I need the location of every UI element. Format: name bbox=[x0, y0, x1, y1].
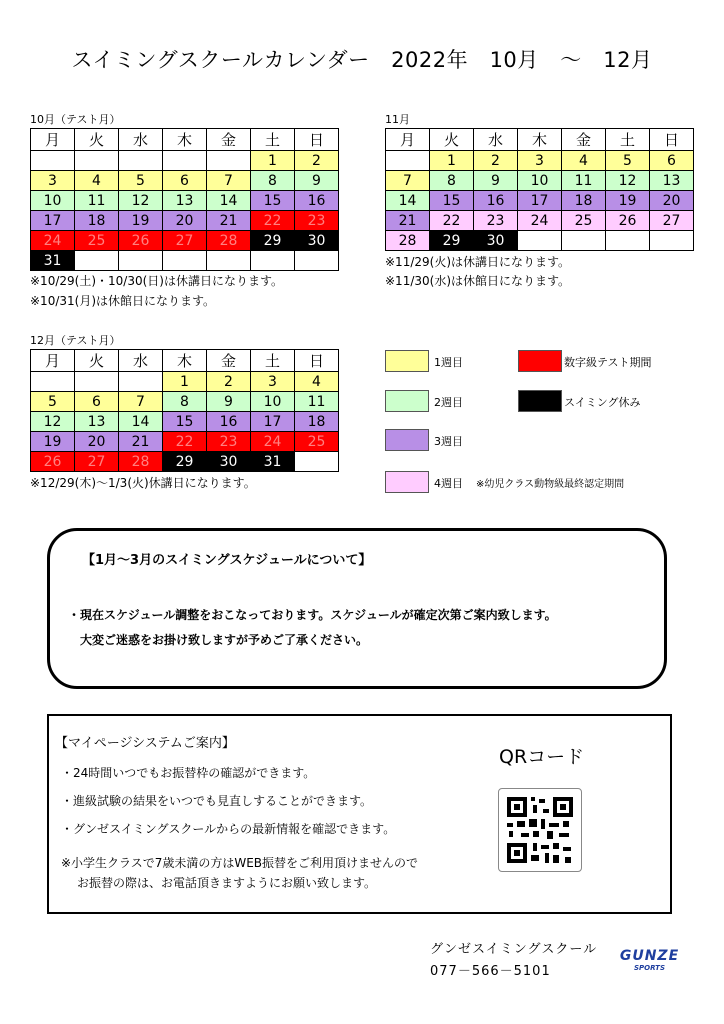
calendar-day: 22 bbox=[251, 211, 295, 231]
calendar-day: 20 bbox=[163, 211, 207, 231]
calendar-week-row bbox=[386, 211, 694, 231]
calendar-day: 28 bbox=[386, 231, 430, 251]
weekday-header: 金 bbox=[562, 129, 606, 151]
calendar-day: 26 bbox=[31, 452, 75, 472]
calendar-day: 4 bbox=[75, 171, 119, 191]
calendar-empty-cell bbox=[119, 372, 163, 392]
calendar-day: 13 bbox=[650, 171, 694, 191]
calendar-day: 23 bbox=[474, 211, 518, 231]
weekday-header: 金 bbox=[207, 350, 251, 372]
calendar-day: 8 bbox=[163, 392, 207, 412]
calendar-day: 8 bbox=[430, 171, 474, 191]
calendar-day: 13 bbox=[75, 412, 119, 432]
weekday-header-row bbox=[386, 129, 694, 151]
calendar-day: 12 bbox=[606, 171, 650, 191]
calendar-day: 23 bbox=[295, 211, 339, 231]
calendar-day: 27 bbox=[650, 211, 694, 231]
calendar-day: 22 bbox=[430, 211, 474, 231]
october-note-2: ※10/31(月)は休館日になります。 bbox=[30, 294, 216, 308]
calendar-day: 14 bbox=[386, 191, 430, 211]
calendar-day: 2 bbox=[474, 151, 518, 171]
calendar-day: 10 bbox=[31, 191, 75, 211]
legend-week3-label: 3週目 bbox=[434, 435, 463, 448]
calendar-empty-cell bbox=[163, 251, 207, 271]
calendar-day: 2 bbox=[207, 372, 251, 392]
weekday-header: 火 bbox=[75, 350, 119, 372]
page-title: スイミングスクールカレンダー 2022年 10月 ～ 12月 bbox=[71, 48, 653, 72]
calendar-day: 10 bbox=[251, 392, 295, 412]
weekday-header: 土 bbox=[251, 350, 295, 372]
calendar-day: 1 bbox=[163, 372, 207, 392]
weekday-header: 月 bbox=[31, 129, 75, 151]
calendar-empty-cell bbox=[207, 151, 251, 171]
calendar-day: 9 bbox=[295, 171, 339, 191]
weekday-header: 木 bbox=[163, 129, 207, 151]
weekday-header: 日 bbox=[295, 350, 339, 372]
mypage-item-2: ・進級試験の結果をいつでも見直しすることができます。 bbox=[61, 794, 373, 808]
calendar-day: 3 bbox=[251, 372, 295, 392]
calendar-day: 28 bbox=[119, 452, 163, 472]
calendar-week-row bbox=[31, 392, 339, 412]
footer-school-name: グンゼスイミングスクール bbox=[430, 942, 598, 957]
calendar-day: 27 bbox=[163, 231, 207, 251]
calendar-empty-cell bbox=[606, 231, 650, 251]
weekday-header: 木 bbox=[163, 350, 207, 372]
calendar-day: 28 bbox=[207, 231, 251, 251]
legend-week4-note: ※幼児クラス動物級最終認定期間 bbox=[476, 479, 625, 490]
calendar-day: 7 bbox=[386, 171, 430, 191]
mypage-note-1: ※小学生クラスで7歳未満の方はWEB振替をご利用頂けませんので bbox=[61, 856, 419, 870]
calendar-day: 15 bbox=[163, 412, 207, 432]
calendar-day: 5 bbox=[31, 392, 75, 412]
calendar-day: 19 bbox=[31, 432, 75, 452]
calendar-day: 18 bbox=[75, 211, 119, 231]
calendar-day: 16 bbox=[474, 191, 518, 211]
calendar-empty-cell bbox=[295, 251, 339, 271]
weekday-header: 水 bbox=[119, 129, 163, 151]
calendar-empty-cell bbox=[75, 151, 119, 171]
calendar-empty-cell bbox=[207, 251, 251, 271]
calendar-day: 5 bbox=[119, 171, 163, 191]
weekday-header: 火 bbox=[75, 129, 119, 151]
legend-week3-swatch bbox=[385, 429, 429, 451]
calendar-day: 18 bbox=[562, 191, 606, 211]
calendar-day: 22 bbox=[163, 432, 207, 452]
december-note-1: ※12/29(木)～1/3(火)休講日になります。 bbox=[30, 476, 256, 490]
weekday-header: 火 bbox=[430, 129, 474, 151]
mypage-info-box bbox=[47, 714, 672, 914]
weekday-header: 水 bbox=[474, 129, 518, 151]
calendar-day: 11 bbox=[295, 392, 339, 412]
calendar-day: 9 bbox=[474, 171, 518, 191]
weekday-header: 土 bbox=[251, 129, 295, 151]
qr-code-icon[interactable] bbox=[498, 788, 582, 872]
october-caption: 10月（テスト月） bbox=[30, 113, 121, 126]
calendar-day: 4 bbox=[295, 372, 339, 392]
calendar-day: 14 bbox=[119, 412, 163, 432]
weekday-header-row bbox=[31, 129, 339, 151]
legend-rest-label: スイミング休み bbox=[564, 396, 641, 409]
weekday-header: 日 bbox=[295, 129, 339, 151]
calendar-day: 10 bbox=[518, 171, 562, 191]
mypage-note-2: お振替の際は、お電話頂きますようにお願い致します。 bbox=[77, 876, 377, 890]
legend-week2-label: 2週目 bbox=[434, 396, 463, 409]
calendar-day: 7 bbox=[207, 171, 251, 191]
calendar-week-row bbox=[386, 171, 694, 191]
calendar-day: 2 bbox=[295, 151, 339, 171]
weekday-header: 木 bbox=[518, 129, 562, 151]
calendar-empty-cell bbox=[119, 151, 163, 171]
calendar-day: 7 bbox=[119, 392, 163, 412]
calendar-week-row bbox=[386, 231, 694, 251]
calendar-day: 16 bbox=[295, 191, 339, 211]
calendar-day: 1 bbox=[251, 151, 295, 171]
logo-sub-text: SPORTS bbox=[633, 964, 665, 972]
qr-label: QRコード bbox=[499, 746, 585, 768]
gunze-sports-logo bbox=[612, 948, 687, 972]
calendar-day: 29 bbox=[430, 231, 474, 251]
calendar-day: 12 bbox=[31, 412, 75, 432]
calendar-day: 31 bbox=[251, 452, 295, 472]
calendar-empty-cell bbox=[518, 231, 562, 251]
calendar-day: 6 bbox=[163, 171, 207, 191]
october-calendar bbox=[30, 128, 339, 271]
calendar-day: 23 bbox=[207, 432, 251, 452]
weekday-header: 月 bbox=[31, 350, 75, 372]
calendar-day: 19 bbox=[606, 191, 650, 211]
notice-line-2: 大変ご迷惑をお掛け致しますが予めご了承ください。 bbox=[80, 633, 369, 647]
calendar-week-row bbox=[386, 151, 694, 171]
calendar-day: 9 bbox=[207, 392, 251, 412]
mypage-item-3: ・グンゼスイミングスクールからの最新情報を確認できます。 bbox=[61, 822, 396, 836]
legend-week1-label: 1週目 bbox=[434, 356, 463, 369]
calendar-week-row bbox=[31, 211, 339, 231]
calendar-day: 3 bbox=[31, 171, 75, 191]
calendar-day: 16 bbox=[207, 412, 251, 432]
calendar-day: 8 bbox=[251, 171, 295, 191]
calendar-day: 3 bbox=[518, 151, 562, 171]
calendar-week-row bbox=[31, 372, 339, 392]
calendar-day: 15 bbox=[430, 191, 474, 211]
footer-phone: 077－566－5101 bbox=[430, 964, 551, 979]
mypage-item-1: ・24時間いつでもお振替枠の確認ができます。 bbox=[61, 766, 316, 780]
december-calendar bbox=[30, 349, 339, 472]
weekday-header: 金 bbox=[207, 129, 251, 151]
weekday-header: 水 bbox=[119, 350, 163, 372]
legend-week4-swatch bbox=[385, 471, 429, 493]
logo-main-text: GUNZE bbox=[619, 948, 680, 964]
calendar-empty-cell bbox=[251, 251, 295, 271]
calendar-day: 6 bbox=[75, 392, 119, 412]
calendar-week-row bbox=[31, 171, 339, 191]
notice-line-1: ・現在スケジュール調整をおこなっております。スケジュールが確定次第ご案内致します。 bbox=[68, 608, 557, 622]
calendar-empty-cell bbox=[75, 372, 119, 392]
calendar-week-row bbox=[386, 191, 694, 211]
calendar-day: 31 bbox=[31, 251, 75, 271]
calendar-day: 26 bbox=[606, 211, 650, 231]
november-note-2: ※11/30(水)は休館日になります。 bbox=[385, 274, 571, 288]
weekday-header: 月 bbox=[386, 129, 430, 151]
calendar-week-row bbox=[31, 151, 339, 171]
calendar-empty-cell bbox=[163, 151, 207, 171]
calendar-day: 24 bbox=[251, 432, 295, 452]
calendar-day: 11 bbox=[562, 171, 606, 191]
calendar-day: 30 bbox=[474, 231, 518, 251]
calendar-day: 12 bbox=[119, 191, 163, 211]
calendar-empty-cell bbox=[562, 231, 606, 251]
calendar-day: 11 bbox=[75, 191, 119, 211]
calendar-day: 15 bbox=[251, 191, 295, 211]
calendar-week-row bbox=[31, 432, 339, 452]
calendar-week-row bbox=[31, 452, 339, 472]
calendar-empty-cell bbox=[31, 151, 75, 171]
calendar-day: 5 bbox=[606, 151, 650, 171]
calendar-day: 21 bbox=[386, 211, 430, 231]
mypage-heading: 【マイページシステムご案内】 bbox=[55, 736, 235, 751]
calendar-day: 20 bbox=[75, 432, 119, 452]
calendar-empty-cell bbox=[295, 452, 339, 472]
calendar-day: 26 bbox=[119, 231, 163, 251]
calendar-empty-cell bbox=[119, 251, 163, 271]
calendar-day: 30 bbox=[207, 452, 251, 472]
weekday-header-row bbox=[31, 350, 339, 372]
calendar-day: 24 bbox=[518, 211, 562, 231]
legend-test-label: 数字級テスト期間 bbox=[564, 356, 652, 369]
calendar-day: 19 bbox=[119, 211, 163, 231]
calendar-day: 20 bbox=[650, 191, 694, 211]
calendar-day: 25 bbox=[562, 211, 606, 231]
november-calendar bbox=[385, 128, 694, 251]
calendar-week-row bbox=[31, 231, 339, 251]
calendar-day: 14 bbox=[207, 191, 251, 211]
schedule-notice-box bbox=[47, 528, 667, 689]
calendar-day: 21 bbox=[207, 211, 251, 231]
calendar-day: 27 bbox=[75, 452, 119, 472]
november-caption: 11月 bbox=[385, 113, 410, 126]
calendar-day: 18 bbox=[295, 412, 339, 432]
calendar-day: 21 bbox=[119, 432, 163, 452]
notice-heading: 【1月～3月のスイミングスケジュールについて】 bbox=[82, 553, 372, 568]
calendar-day: 17 bbox=[251, 412, 295, 432]
calendar-day: 25 bbox=[75, 231, 119, 251]
calendar-empty-cell bbox=[75, 251, 119, 271]
calendar-day: 29 bbox=[163, 452, 207, 472]
calendar-empty-cell bbox=[386, 151, 430, 171]
calendar-day: 25 bbox=[295, 432, 339, 452]
november-note-1: ※11/29(火)は休講日になります。 bbox=[385, 255, 571, 269]
calendar-week-row bbox=[31, 191, 339, 211]
calendar-day: 24 bbox=[31, 231, 75, 251]
calendar-day: 13 bbox=[163, 191, 207, 211]
calendar-day: 1 bbox=[430, 151, 474, 171]
calendar-empty-cell bbox=[650, 231, 694, 251]
legend-rest-swatch bbox=[518, 390, 562, 412]
weekday-header: 日 bbox=[650, 129, 694, 151]
calendar-day: 17 bbox=[518, 191, 562, 211]
weekday-header: 土 bbox=[606, 129, 650, 151]
calendar-day: 6 bbox=[650, 151, 694, 171]
legend-week4-label: 4週目 bbox=[434, 477, 463, 490]
legend-week1-swatch bbox=[385, 350, 429, 372]
calendar-day: 17 bbox=[31, 211, 75, 231]
legend-week2-swatch bbox=[385, 390, 429, 412]
calendar-day: 30 bbox=[295, 231, 339, 251]
calendar-week-row bbox=[31, 251, 339, 271]
calendar-day: 29 bbox=[251, 231, 295, 251]
calendar-day: 4 bbox=[562, 151, 606, 171]
december-caption: 12月（テスト月） bbox=[30, 334, 121, 347]
legend-test-swatch bbox=[518, 350, 562, 372]
october-note-1: ※10/29(土)・10/30(日)は休講日になります。 bbox=[30, 274, 283, 288]
calendar-empty-cell bbox=[31, 372, 75, 392]
calendar-week-row bbox=[31, 412, 339, 432]
